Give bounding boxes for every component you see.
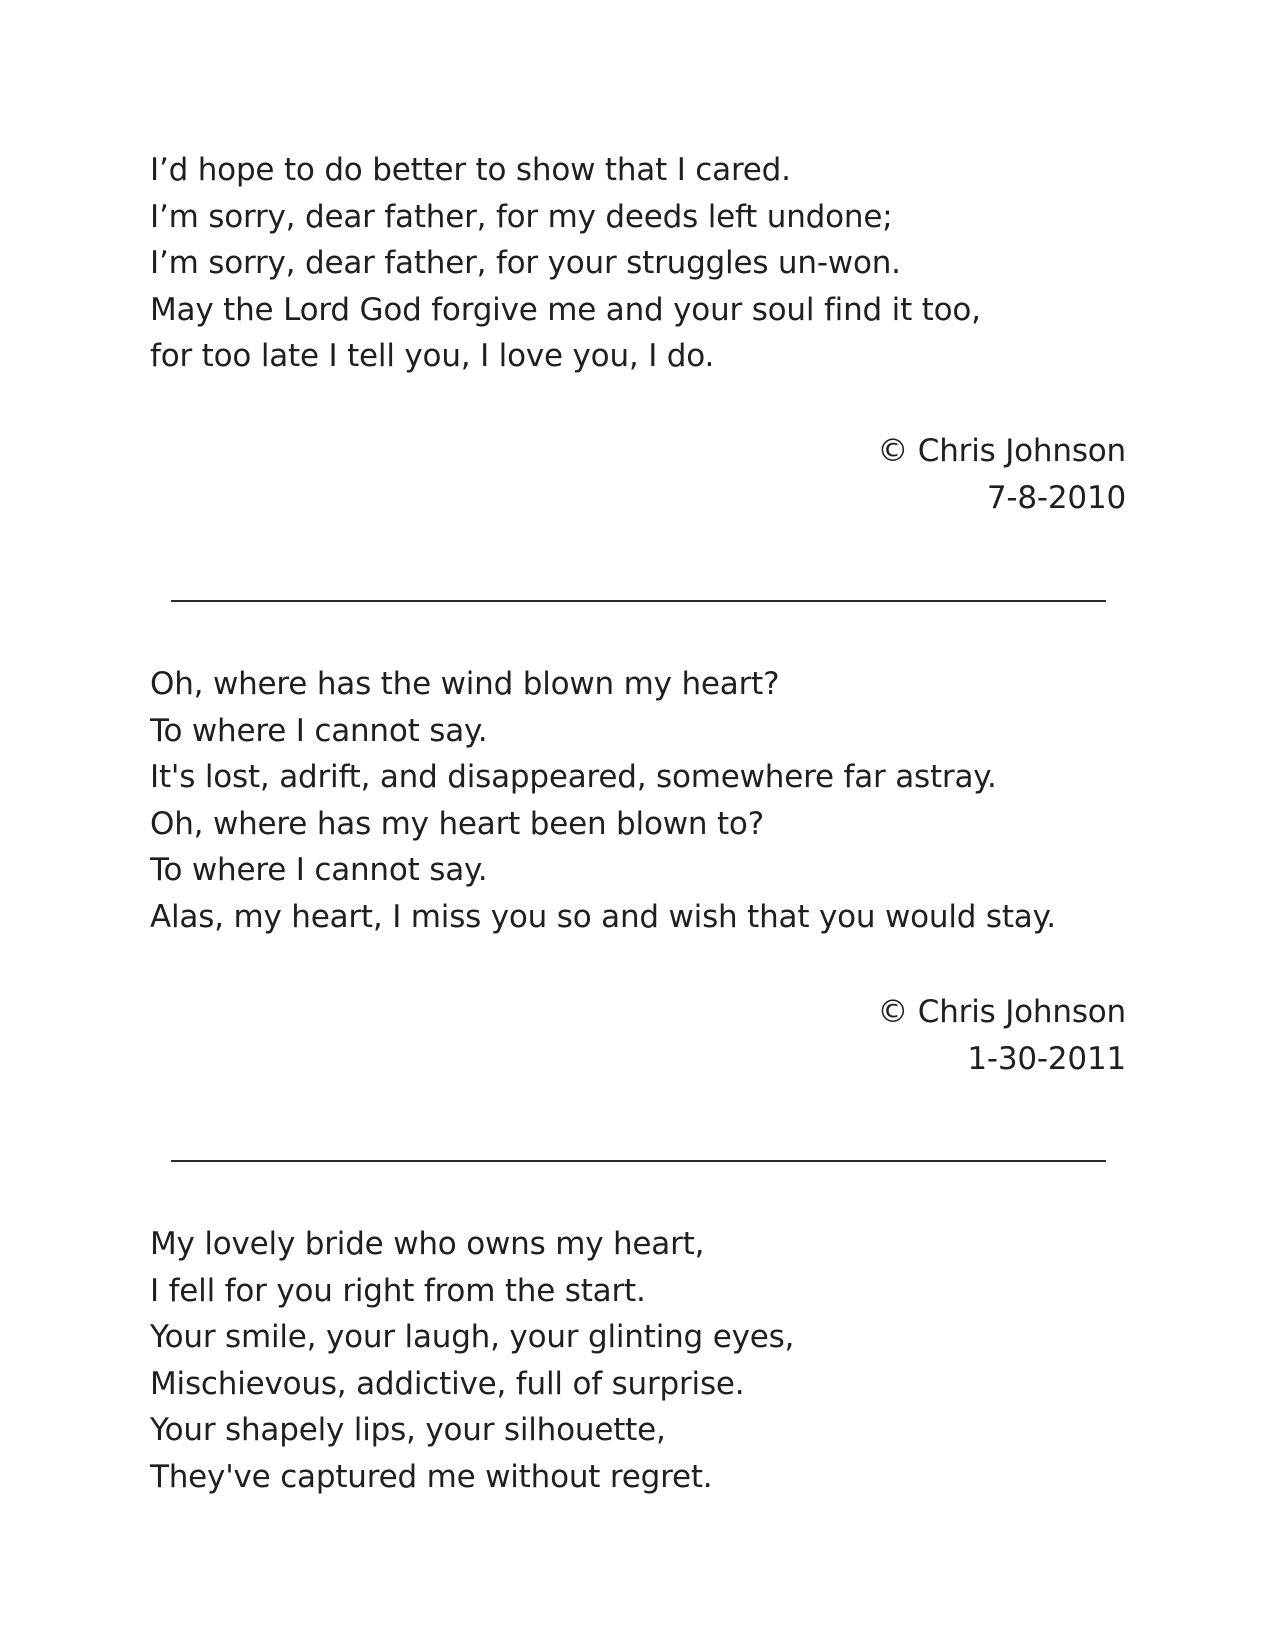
poem-line: for too late I tell you, I love you, I do. — [150, 338, 715, 374]
section-divider — [171, 600, 1106, 602]
poem-line: Mischievous, addictive, full of surprise. — [150, 1365, 745, 1402]
poem-2-stanza — [150, 661, 1130, 940]
poem-line: Alas, my heart, I miss you so and wish that you would stay. — [150, 898, 1056, 935]
author-credit: © Chris Johnson — [877, 994, 1126, 1030]
poem-line: They've captured me without regret. — [150, 1458, 713, 1495]
poem-2-attribution — [877, 989, 1126, 1082]
poem-date: 7-8-2010 — [986, 479, 1126, 516]
poem-line: Oh, where has the wind blown my heart? — [150, 666, 780, 702]
poem-line: I’d hope to do better to show that I cared. — [150, 152, 791, 188]
poem-line: To where I cannot say. — [150, 852, 488, 888]
poem-line: Your shapely lips, your silhouette, — [150, 1412, 666, 1448]
poem-line: I’m sorry, dear father, for your struggles un-won. — [150, 245, 901, 281]
poem-line: Your smile, your laugh, your glinting eyes, — [150, 1319, 795, 1355]
author-credit: © Chris Johnson — [877, 433, 1126, 469]
poem-1-attribution — [877, 428, 1126, 521]
poem-line: Oh, where has my heart been blown to? — [150, 805, 764, 842]
poem-date: 1-30-2011 — [967, 1040, 1126, 1077]
poem-line: I’m sorry, dear father, for my deeds left undone; — [150, 198, 893, 235]
poem-line: It's lost, adrift, and disappeared, somewhere far astray. — [150, 759, 997, 795]
poem-3-stanza — [150, 1221, 1130, 1500]
poem-line: May the Lord God forgive me and your soul find it too, — [150, 291, 981, 328]
poem-line: To where I cannot say. — [150, 712, 488, 749]
poem-line: I fell for you right from the start. — [150, 1272, 646, 1309]
section-divider — [171, 1160, 1106, 1162]
poem-line: My lovely bride who owns my heart, — [150, 1226, 705, 1262]
poem-1-stanza — [150, 147, 1130, 380]
